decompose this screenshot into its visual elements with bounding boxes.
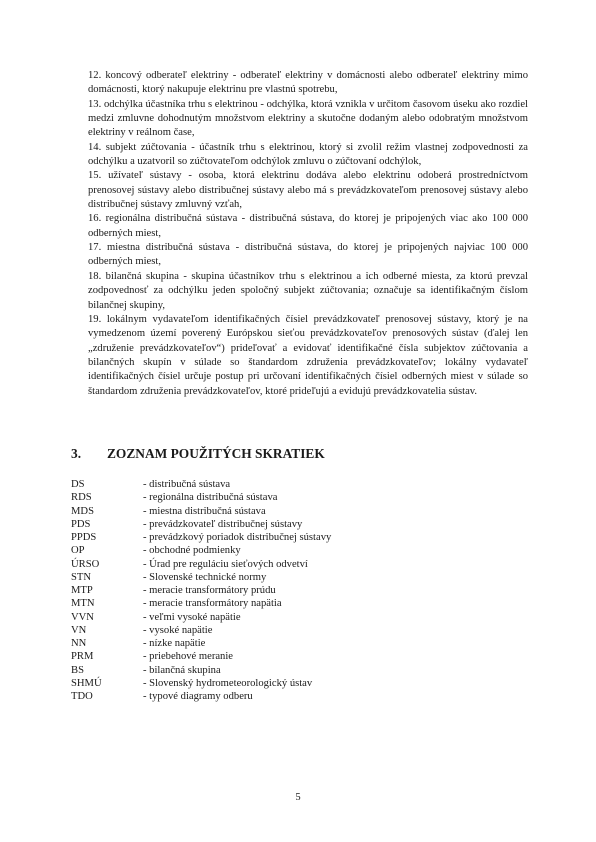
abbreviation-row — [71, 505, 491, 518]
abbreviation-code: MTN — [71, 598, 95, 610]
abbreviation-code: PRM — [71, 651, 94, 663]
abbreviation-row — [71, 531, 491, 544]
abbreviation-code: MTP — [71, 585, 93, 597]
abbreviation-row — [71, 611, 491, 624]
abbreviation-code: NN — [71, 638, 87, 650]
abbreviation-description: - bilančná skupina — [143, 664, 221, 676]
abbreviation-row — [71, 690, 491, 703]
section-number: 3. — [71, 446, 82, 461]
abbreviation-row — [71, 571, 491, 584]
definition-item: 16. regionálna distribučná sústava - distribučná sústava, do ktorej je pripojených viac ako 100 000 odberných miest, — [88, 213, 528, 239]
definition-item: 12. koncový odberateľ elektriny - odberateľ elektriny v domácnosti alebo odberateľ elektriny mimo domácnosti, ktorý nakupuje elektrinu pre vlastnú spotrebu, — [88, 70, 528, 96]
abbreviation-code: OP — [71, 545, 85, 557]
definition-item: 18. bilančná skupina - skupina účastníkov trhu s elektrinou a ich odberné miesta, za ktorú prevzal zodpovednosť za odchýlku jeden spoločný subjekt zúčtovania; označuje sa identifikačným číslom bilančnej skupiny, — [88, 270, 528, 311]
abbreviation-row — [71, 650, 491, 663]
abbreviation-description: - meracie transformátory napätia — [143, 598, 282, 610]
abbreviation-code: RDS — [71, 492, 92, 504]
abbreviation-description: - nízke napätie — [143, 638, 206, 650]
abbreviation-code: ÚRSO — [71, 558, 100, 570]
abbreviation-row — [71, 478, 491, 491]
definition-item: 14. subjekt zúčtovania - účastník trhu s elektrinou, ktorý si zvolil režim vlastnej zodpovednosti za odchýlku a uzatvoril so zúčtovateľom odchýlok zmluvu o zúčtovaní odchýlok, — [88, 141, 528, 168]
abbreviation-description: - priebehové meranie — [143, 651, 234, 663]
abbreviation-description: - vysoké napätie — [143, 624, 213, 636]
abbreviation-code: BS — [71, 664, 84, 676]
abbreviation-code: VN — [71, 624, 87, 636]
abbreviation-code: PPDS — [71, 532, 97, 544]
abbreviation-description: - Slovenský hydrometeorologický ústav — [143, 677, 313, 689]
abbreviation-code: PDS — [71, 518, 91, 530]
abbreviation-description: - typové diagramy odberu — [143, 691, 253, 703]
abbreviation-code: STN — [71, 571, 92, 583]
abbreviation-description: - meracie transformátory prúdu — [143, 585, 276, 597]
abbreviation-description: - prevádzkový poriadok distribučnej sústavy — [143, 532, 332, 544]
abbreviation-code: TDO — [71, 691, 93, 703]
abbreviation-list — [71, 478, 491, 704]
definition-item: 19. lokálnym vydavateľom identifikačných čísiel prevádzkovateľ prenosovej sústavy, ktorý je na vymedzenom území poverený Európskou sieťou prevádzkovateľov prenosových sústav (ďalej len „združenie prevádzkovateľov“) prideľovať a evidovať identifikačné čísla subjektov zúčtovania a bilančných skupín v súlade so štandardom združenia prevádzkovateľov; lokálny vydavateľ identifikačných čísiel určuje postup pri určovaní identifikačných čísiel odberných miest v súlade so štandardom združenia prevádzkovateľov, ktoré prideľujú a evidujú prevádzkovatelia sústav. — [88, 313, 528, 397]
abbreviation-description: - obchodné podmienky — [143, 545, 241, 557]
abbreviation-description: - veľmi vysoké napätie — [143, 611, 241, 623]
definition-item: 17. miestna distribučná sústava - distribučná sústava, do ktorej je pripojených najviac 100 000 odberných miest, — [88, 242, 528, 268]
abbreviation-row — [71, 584, 491, 597]
abbreviation-row — [71, 624, 491, 637]
definitions-list — [88, 69, 528, 399]
abbreviation-code: DS — [71, 479, 85, 490]
abbreviation-row — [71, 597, 491, 610]
abbreviation-row — [71, 677, 491, 690]
abbreviation-row — [71, 558, 491, 571]
abbreviation-row — [71, 491, 491, 504]
abbreviation-row — [71, 518, 491, 531]
abbreviation-code: SHMÚ — [71, 677, 102, 689]
abbreviation-description: - regionálna distribučná sústava — [143, 492, 278, 504]
abbreviation-row — [71, 664, 491, 677]
definition-item: 13. odchýlka účastníka trhu s elektrinou - odchýlka, ktorá vznikla v určitom časovom úseku ako rozdiel medzi zmluvne dohodnutým množstvom elektriny a skutočne dodaným alebo odobratým množstvom elektriny v reálnom čase, — [88, 98, 528, 139]
section-heading — [71, 446, 531, 462]
definition-item: 15. užívateľ sústavy - osoba, ktorá elektrinu dodáva alebo elektrinu odoberá prostredníctvom prenosovej sústavy alebo distribučnej sústavy alebo má s prevádzkovateľom prenosovej sústavy alebo distribučnej sústavy zmluvný vzťah, — [88, 170, 528, 211]
page-number: 5 — [295, 792, 301, 803]
abbreviation-row — [71, 637, 491, 650]
abbreviation-description: - miestna distribučná sústava — [143, 505, 266, 517]
abbreviation-description: - Úrad pre reguláciu sieťových odvetví — [143, 558, 308, 570]
abbreviation-description: - distribučná sústava — [143, 479, 231, 490]
abbreviation-code: VVN — [71, 611, 94, 623]
abbreviation-description: - prevádzkovateľ distribučnej sústavy — [143, 518, 303, 530]
abbreviation-code: MDS — [71, 505, 94, 517]
section-title: ZOZNAM POUŽITÝCH SKRATIEK — [107, 446, 325, 461]
abbreviation-row — [71, 544, 491, 557]
abbreviation-description: - Slovenské technické normy — [143, 571, 267, 583]
